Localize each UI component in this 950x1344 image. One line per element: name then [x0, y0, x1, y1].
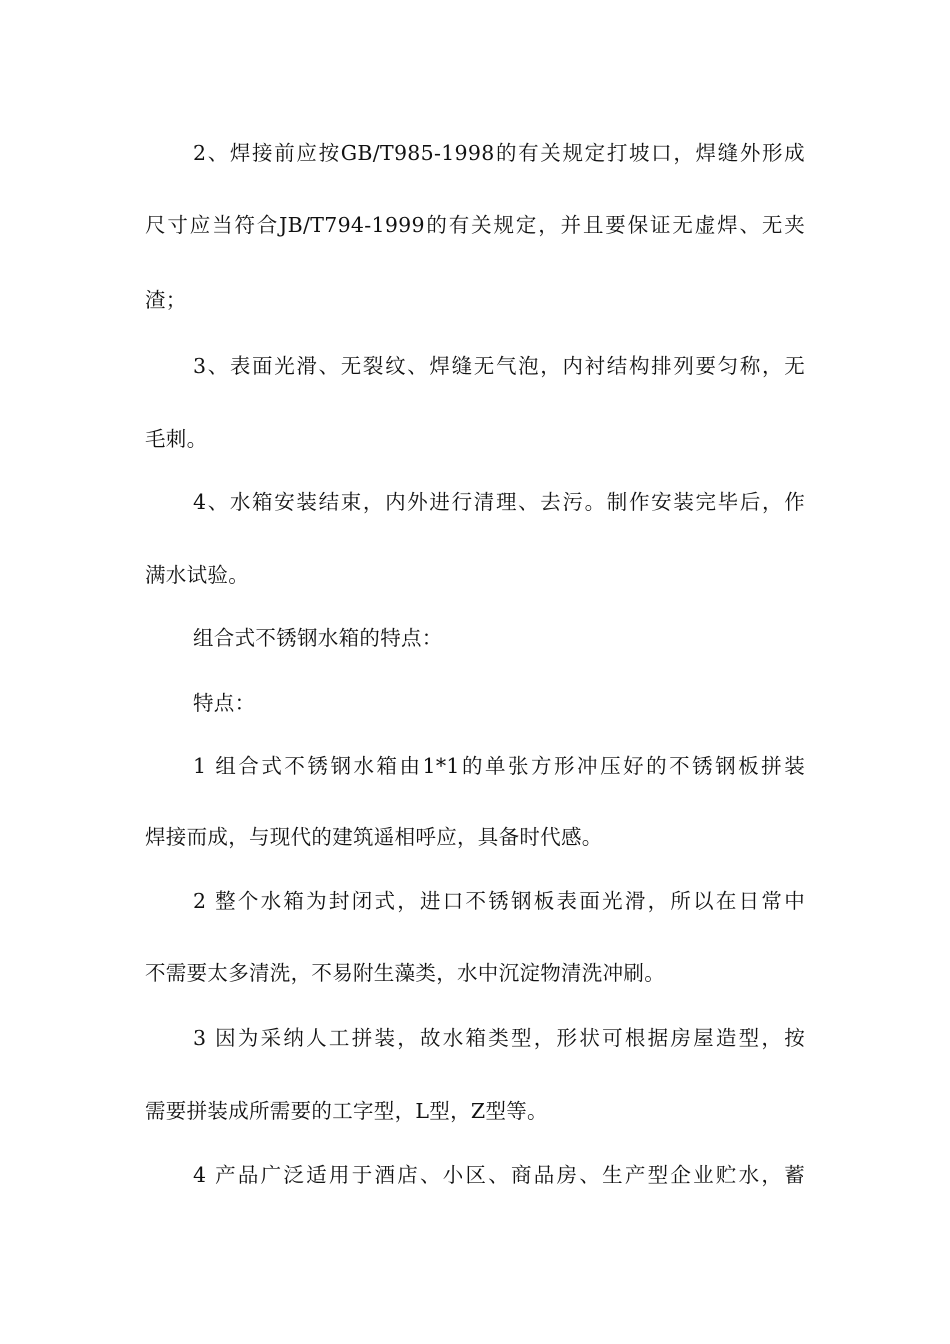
feature-2-line-2: 不需要太多清洗，不易附生藻类，水中沉淀物清洗冲刷。: [145, 961, 665, 985]
feature-3-line-1: 3 因为采纳人工拼装，故水箱类型，形状可根据房屋造型，按: [193, 1026, 805, 1050]
paragraph-3-line-1: 3、表面光滑、无裂纹、焊缝无气泡，内衬结构排列要匀称，无: [193, 354, 805, 378]
features-heading: 特点：: [193, 691, 256, 715]
paragraph-2-line-2: 尺寸应当符合JB/T794-1999的有关规定，并且要保证无虚焊、无夹: [145, 213, 805, 237]
paragraph-4-line-2: 满水试验。: [145, 563, 249, 587]
paragraph-3-line-2: 毛刺。: [145, 427, 208, 451]
feature-2-line-1: 2 整个水箱为封闭式，进口不锈钢板表面光滑，所以在日常中: [193, 889, 805, 913]
section-heading: 组合式不锈钢水箱的特点：: [193, 626, 443, 650]
feature-1-line-1: 1 组合式不锈钢水箱由1*1的单张方形冲压好的不锈钢板拼装: [193, 754, 805, 778]
paragraph-4-line-1: 4、水箱安装结束，内外进行清理、去污。制作安装完毕后，作: [193, 490, 805, 514]
feature-3-line-2: 需要拼装成所需要的工字型，L型，Z型等。: [145, 1099, 548, 1123]
feature-1-line-2: 焊接而成，与现代的建筑遥相呼应，具备时代感。: [145, 825, 603, 849]
paragraph-2-line-3: 渣；: [145, 288, 187, 312]
paragraph-2-line-1: 2、焊接前应按GB/T985-1998的有关规定打坡口，焊缝外形成: [193, 141, 805, 165]
feature-4-line-1: 4 产品广泛适用于酒店、小区、商品房、生产型企业贮水，蓄: [193, 1163, 805, 1187]
